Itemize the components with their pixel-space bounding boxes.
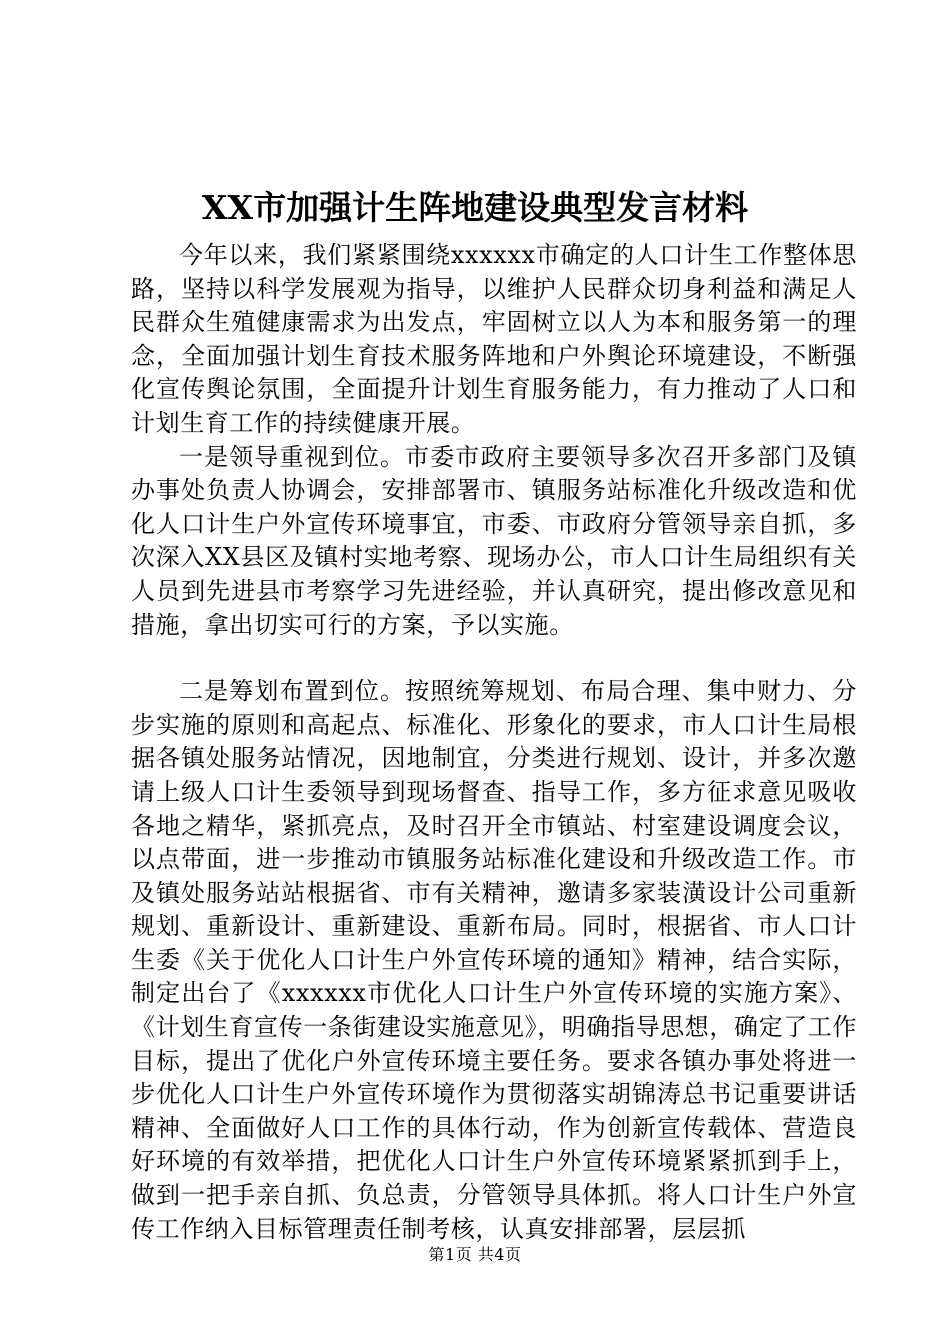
paragraph-leadership: 一是领导重视到位。市委市政府主要领导多次召开多部门及镇办事处负责人协调会，安排部署市、镇服务站标准化升级改造和优化人口计生户外宣传环境事宜，市委、市政府分管领导亲自抓，多次深入XX县区及镇村实地考察、现场办公，市人口计生局组织有关人员到先进县市考察学习先进经验，并认真研究，提出修改意见和措施，拿出切实可行的方案，予以实施。	[131, 442, 857, 639]
paragraph-intro: 今年以来，我们紧紧围绕xxxxxx市确定的人口计生工作整体思路，坚持以科学发展观为指导，以维护人民群众切身利益和满足人民群众生殖健康需求为出发点，牢固树立以人为本和服务第一的理念，全面加强计划生育技术服务阵地和户外舆论环境建设，不断强化宣传舆论氛围，全面提升计划生育服务能力，有力推动了人口和计划生育工作的持续健康开展。	[131, 241, 857, 437]
document-title: XX市加强计生阵地建设典型发言材料	[201, 188, 749, 227]
page-footer: 第1页 共4页	[428, 1245, 522, 1264]
paragraph-planning: 二是筹划布置到位。按照统筹规划、布局合理、集中财力、分步实施的原则和高起点、标准化、形象化的要求，市人口计生局根据各镇处服务站情况，因地制宜，分类进行规划、设计，并多次邀请上级人口计生委领导到现场督查、指导工作，多方征求意见吸收各地之精华，紧抓亮点，及时召开全市镇站、村室建设调度会议，以点带面，进一步推动市镇服务站标准化建设和升级改造工作。市及镇处服务站站根据省、市有关精神，邀请多家装潢设计公司重新规划、重新设计、重新建设、重新布局。同时，根据省、市人口计生委《关于优化人口计生户外宣传环境的通知》精神，结合实际，制定出台了《xxxxxx市优化人口计生户外宣传环境的实施方案》、《计划生育宣传一条街建设实施意见》，明确指导思想，确定了工作目标，提出了优化户外宣传环境主要任务。要求各镇办事处将进一步优化人口计生户外宣传环境作为贯彻落实胡锦涛总书记重要讲话精神、全面做好人口工作的具体行动，作为创新宣传载体、营造良好环境的有效举措，把优化人口计生户外宣传环境紧紧抓到手上，做到一把手亲自抓、负总责，分管领导具体抓。将人口计生户外宣传工作纳入目标管理责任制考核，认真安排部署，层层抓	[131, 677, 857, 1243]
document-body	[131, 239, 857, 1246]
